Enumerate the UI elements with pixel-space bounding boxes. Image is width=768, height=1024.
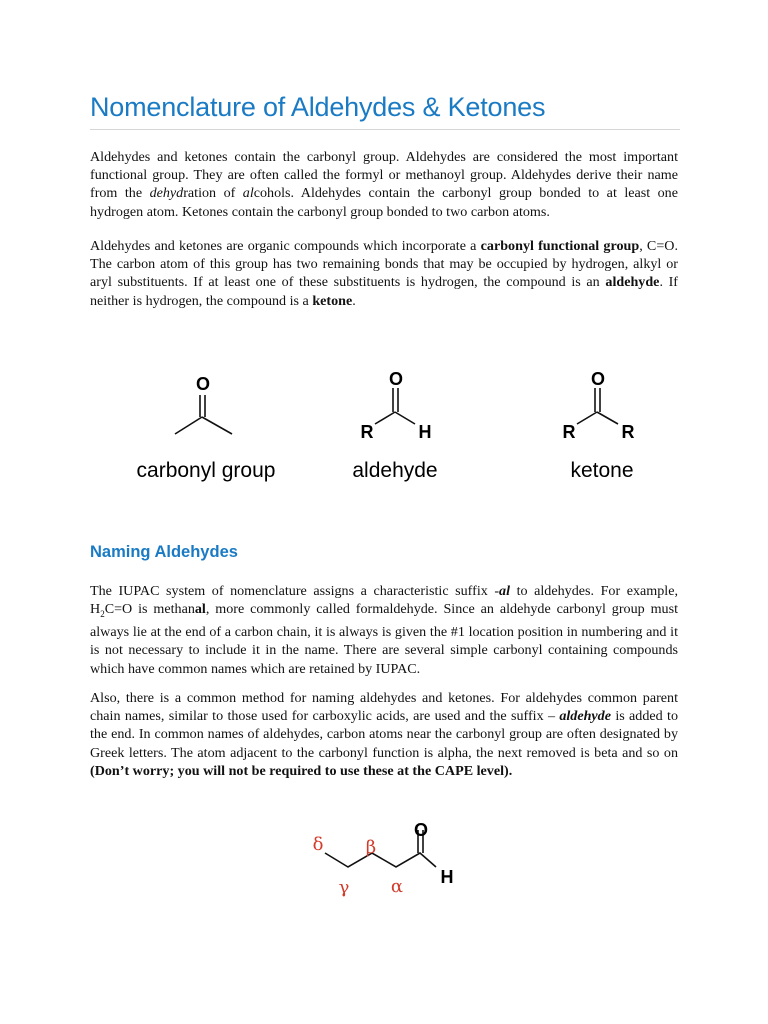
aldehyde-structure	[375, 388, 415, 424]
common-names-paragraph: Also, there is a common method for naming aldehydes and ketones. For aldehydes common parent chain names, similar to those used for carboxylic acids, are used and the suffix – aldehyde is added to the end. In common names of aldehydes, carbon atoms near the carbonyl group are often designated by Greek letters. The atom adjacent to the carbonyl function is alpha, the next removed is beta and so on (Don’t worry; you will not be required to use these at the CAPE level).	[90, 690, 678, 779]
aldehyde-caption: aldehyde	[352, 459, 438, 482]
greek-letter-chain-figure	[0, 810, 768, 910]
gamma-label: γ	[338, 877, 350, 898]
intro-paragraph: Aldehydes and ketones contain the carbonyl group. Aldehydes are considered the most important functional group. They are often called the formyl or methanoyl group. Aldehydes derive their name from the dehydration of alcohols. Aldehydes contain the carbonyl group bonded to at least one hydrogen atom. Ketones contain the carbonyl group bonded to two carbon atoms.	[90, 149, 678, 220]
title-divider	[90, 129, 680, 130]
beta-label: β	[365, 837, 377, 858]
section-heading-naming-aldehydes: Naming Aldehydes	[90, 543, 238, 561]
page-title: Nomenclature of Aldehydes & Ketones	[90, 92, 546, 122]
chain-h-label: H	[440, 867, 454, 887]
carbonyl-structures-figure	[0, 360, 768, 500]
chain-oxygen-label: O	[413, 820, 429, 840]
carbonyl-paragraph: Aldehydes and ketones are organic compounds which incorporate a carbonyl functional group, C=O. The carbon atom of this group has two remaining bonds that may be occupied by hydrogen, alkyl or aryl substituents. If at least one of these substituents is hydrogen, the compound is an aldehyde. If neither is hydrogen, the compound is a ketone.	[90, 238, 679, 309]
ketone-caption: ketone	[570, 459, 634, 482]
ketone-r-right-label: R	[621, 422, 635, 442]
aldehyde-oxygen-label: O	[388, 369, 404, 389]
ketone-oxygen-label: O	[590, 369, 606, 389]
carbonyl-group-structure	[175, 395, 232, 434]
iupac-paragraph: The IUPAC system of nomenclature assigns a characteristic suffix -al to aldehydes. For example, $H_2C=O$ is methanal, more commonly called formaldehyde. Since an aldehyde carbonyl group must always lie at the end of a carbon chain, it is always is given the #1 location position in numbering and it is not necessary to include it in the name. There are several simple carbonyl containing compounds which have common names which are retained by IUPAC.	[90, 583, 678, 677]
carbonyl-oxygen-label: O	[195, 374, 211, 394]
ketone-r-left-label: R	[562, 422, 576, 442]
delta-label: δ	[312, 834, 324, 855]
aldehyde-r-label: R	[360, 422, 374, 442]
ketone-structure	[577, 388, 618, 424]
alpha-label: α	[390, 876, 404, 897]
aldehyde-h-label: H	[418, 422, 432, 442]
carbonyl-group-caption: carbonyl group	[136, 459, 276, 482]
